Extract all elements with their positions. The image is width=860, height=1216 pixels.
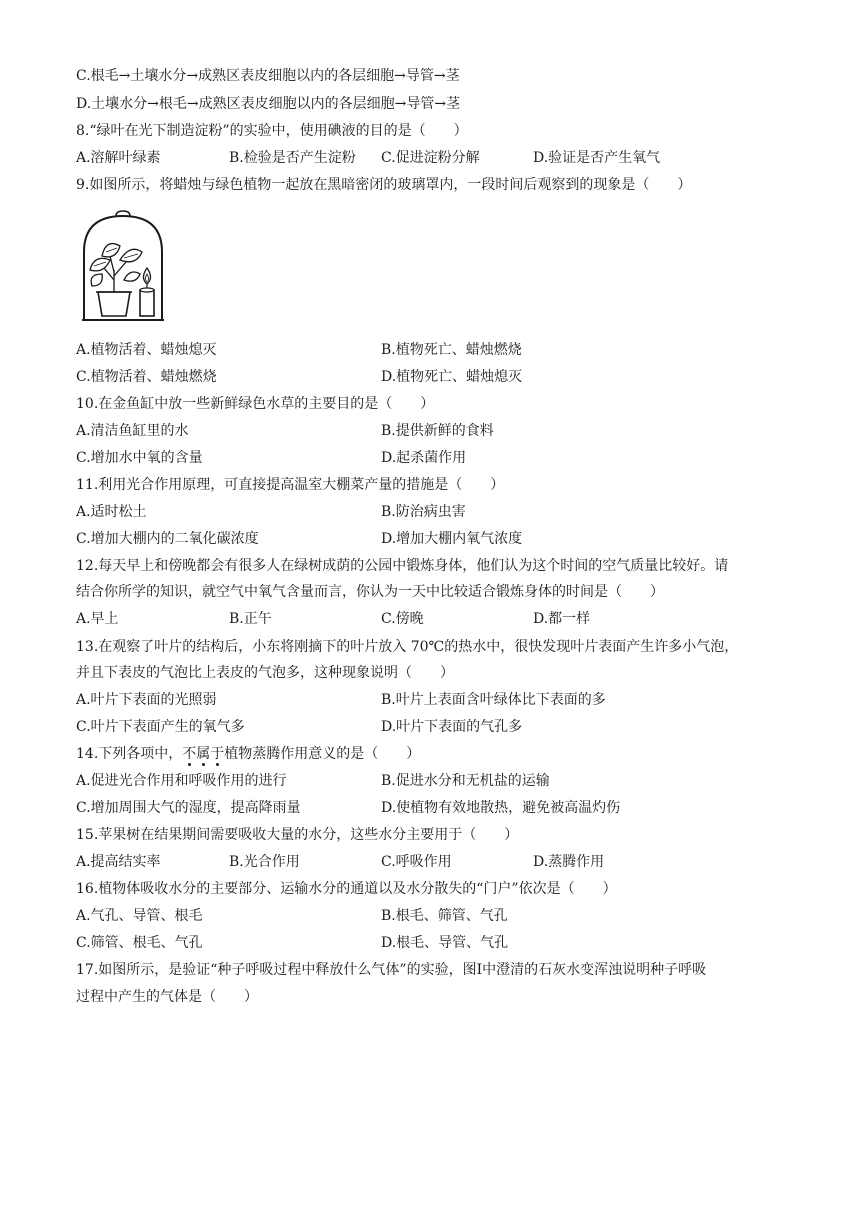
q15-option-b: B.光合作用 (229, 854, 300, 870)
q13-options-row1 (76, 690, 796, 710)
q11-option-b: B.防治病虫害 (381, 504, 466, 520)
q12-options (76, 609, 796, 629)
q10-option-b: B.提供新鲜的食料 (381, 423, 494, 439)
q14-emphasis-char: 于 (210, 746, 225, 762)
q7-option-c: C.根毛→土壤水分→成熟区表皮细胞以内的各层细胞→导管→茎 (76, 68, 460, 84)
q15-option-a: A.提高结实率 (76, 854, 161, 870)
q14-options-row2 (76, 798, 796, 818)
q16-options-row2 (76, 933, 796, 953)
q16-options-row1 (76, 906, 796, 926)
q13-options-row2 (76, 717, 796, 737)
question-17-line1: 17.如图所示，是验证“种子呼吸过程中释放什么气体”的实验，图Ⅰ中澄清的石灰水变浑浊说明种子呼吸 (76, 962, 707, 978)
question-15: 15.苹果树在结果期间需要吸收大量的水分，这些水分主要用于（ ） (76, 827, 519, 843)
q14-text-start: 14.下列各项中， (76, 746, 183, 762)
question-13-line1: 13.在观察了叶片的结构后，小东将刚摘下的叶片放入 70℃的热水中，很快发现叶片表面产生许多小气泡， (76, 639, 739, 655)
question-8: 8.“绿叶在光下制造淀粉”的实验中，使用碘液的目的是（ ） (76, 123, 468, 139)
q13-option-d: D.叶片下表面的气孔多 (381, 719, 523, 735)
question-11: 11.利用光合作用原理，可直接提高温室大棚菜产量的措施是（ ） (76, 477, 505, 493)
q15-option-d: D.蒸腾作用 (533, 854, 605, 870)
q9-option-d: D.植物死亡、蜡烛熄灭 (381, 369, 523, 385)
q14-emphasis-char: 属 (196, 746, 211, 762)
q16-option-a: A.气孔、导管、根毛 (76, 908, 203, 924)
q8-option-b: B.检验是否产生淀粉 (229, 150, 356, 166)
q11-options-row1 (76, 502, 796, 522)
q11-option-a: A.适时松土 (76, 504, 147, 520)
q12-option-a: A.早上 (76, 611, 119, 627)
question-14 (76, 744, 420, 764)
q15-option-c: C.呼吸作用 (381, 854, 452, 870)
q8-option-c: C.促进淀粉分解 (381, 150, 480, 166)
q9-option-c: C.植物活着、蜡烛燃烧 (76, 369, 217, 385)
q12-option-d: D.都一样 (533, 611, 591, 627)
q13-option-c: C.叶片下表面产生的氧气多 (76, 719, 245, 735)
q8-options (76, 148, 796, 168)
q7-option-d: D.土壤水分→根毛→成熟区表皮细胞以内的各层细胞→导管→茎 (76, 96, 461, 112)
q11-option-d: D.增加大棚内氧气浓度 (381, 531, 523, 547)
q10-options-row1 (76, 421, 796, 441)
question-16: 16.植物体吸收水分的主要部分、运输水分的通道以及水分散失的“门户”依次是（ ） (76, 881, 617, 897)
q14-option-a: A.促进光合作用和呼吸作用的进行 (76, 773, 287, 789)
q10-option-d: D.起杀菌作用 (381, 450, 467, 466)
q16-option-b: B.根毛、筛管、气孔 (381, 908, 508, 924)
q8-option-d: D.验证是否产生氧气 (533, 150, 661, 166)
q9-option-b: B.植物死亡、蜡烛燃烧 (381, 342, 522, 358)
q13-option-a: A.叶片下表面的光照弱 (76, 692, 217, 708)
q11-options-row2 (76, 529, 796, 549)
question-12-line1: 12.每天早上和傍晚都会有很多人在绿树成荫的公园中锻炼身体，他们认为这个时间的空气质量比较好。请 (76, 558, 729, 574)
q9-options-row1 (76, 340, 796, 360)
bell-jar-plant-candle-figure (80, 210, 166, 322)
question-17-line2: 过程中产生的气体是（ ） (76, 989, 258, 1005)
q12-option-c: C.傍晚 (381, 611, 424, 627)
q11-option-c: C.增加大棚内的二氧化碳浓度 (76, 531, 259, 547)
question-12-line2: 结合你所学的知识，就空气中氧气含量而言，你认为一天中比较适合锻炼身体的时间是（ ） (76, 584, 664, 600)
q16-option-d: D.根毛、导管、气孔 (381, 935, 509, 951)
question-9: 9.如图所示，将蜡烛与绿色植物一起放在黑暗密闭的玻璃罩内，一段时间后观察到的现象是（ ） (76, 177, 692, 193)
q14-emphasis-char: 不 (182, 746, 197, 762)
q9-option-a: A.植物活着、蜡烛熄灭 (76, 342, 217, 358)
q10-option-c: C.增加水中氧的含量 (76, 450, 203, 466)
q16-option-c: C.筛管、根毛、气孔 (76, 935, 203, 951)
q14-option-d: D.使植物有效地散热，避免被高温灼伤 (381, 800, 621, 816)
q12-option-b: B.正午 (229, 611, 272, 627)
question-13-line2: 并且下表皮的气泡比上表皮的气泡多，这种现象说明（ ） (76, 665, 454, 681)
question-10: 10.在金鱼缸中放一些新鲜绿色水草的主要目的是（ ） (76, 396, 435, 412)
q8-option-a: A.溶解叶绿素 (76, 150, 161, 166)
q14-option-b: B.促进水分和无机盐的运输 (381, 773, 550, 789)
q10-options-row2 (76, 448, 796, 468)
q14-option-c: C.增加周围大气的湿度，提高降雨量 (76, 800, 301, 816)
q14-options-row1 (76, 771, 796, 791)
q9-options-row2 (76, 367, 796, 387)
q14-text-end: 植物蒸腾作用意义的是（ ） (224, 746, 421, 762)
q15-options (76, 852, 796, 872)
q10-option-a: A.清洁鱼缸里的水 (76, 423, 189, 439)
q13-option-b: B.叶片上表面含叶绿体比下表面的多 (381, 692, 606, 708)
